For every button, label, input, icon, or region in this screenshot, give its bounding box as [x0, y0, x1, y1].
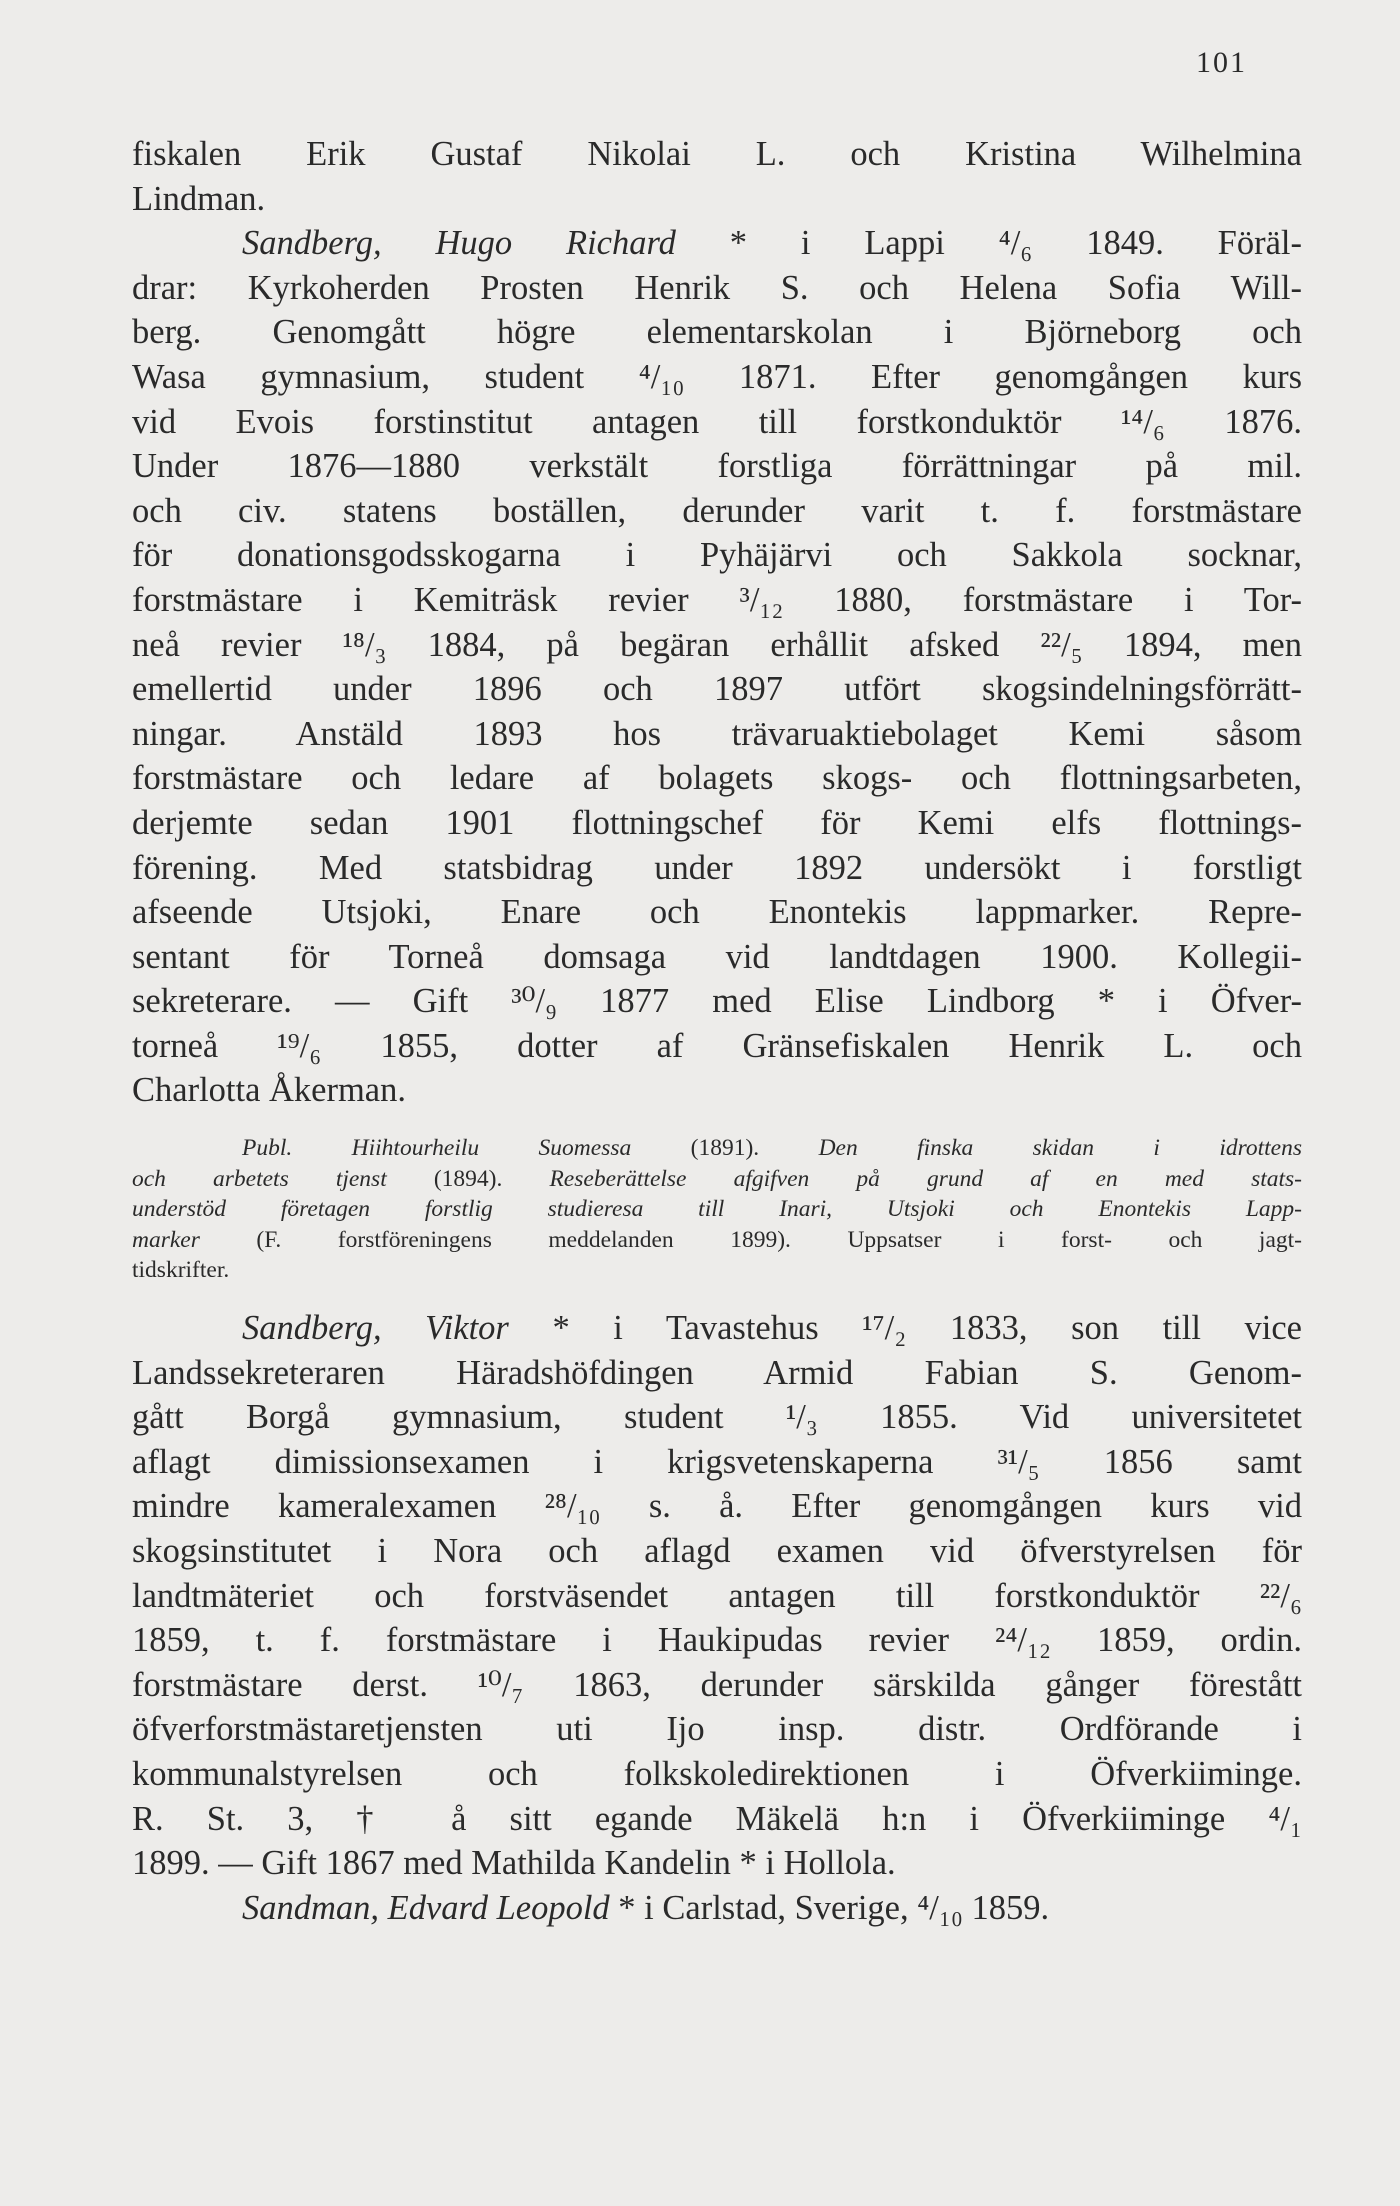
text-line: kommunalstyrelsen och folkskoledirektionen i Öfverkiiminge.	[132, 1754, 1302, 1793]
text-line: Lindman.	[132, 179, 266, 218]
page-number: 101	[1196, 46, 1247, 79]
text-line: öfverforstmästaretjensten uti Ijo insp. distr. Ordförande i	[132, 1710, 1302, 1749]
pub-title: Reseberättelse afgifven på grund af en med stats-	[549, 1165, 1302, 1192]
text-line: forstmästare i Kemiträsk revier ³/₁₂ 1880, forstmästare i Tor-	[132, 580, 1302, 619]
text-line: mindre kameralexamen ²⁸/₁₀ s. å. Efter genomgången kurs vid	[132, 1487, 1302, 1526]
text-line: forstmästare och ledare af bolagets skogs- och flottningsarbeten,	[132, 759, 1302, 798]
text-line: skogsinstitutet i Nora och aflagd examen vid öfverstyrelsen för	[132, 1532, 1302, 1570]
text-line: emellertid under 1896 och 1897 utfört skogsindelningsförrätt-	[132, 670, 1302, 709]
text-line: forstmästare derst. ¹⁰/₇ 1863, derunder särskilda gånger förestått	[132, 1665, 1302, 1704]
text-line: gått Borgå gymnasium, student ¹/₃ 1855. Vid universitetet	[132, 1398, 1302, 1437]
pub-text: (F. forstföreningens meddelanden 1899). Uppsatser i forst- och jagt-	[199, 1226, 1302, 1253]
pub-title: och arbetets tjenst	[132, 1165, 387, 1192]
text-line: Under 1876—1880 verkstält forstliga förrättningar på mil.	[132, 447, 1302, 486]
text-line: aflagt dimissionsexamen i krigsvetenskaperna ³¹/₅ 1856 samt	[132, 1442, 1302, 1481]
text-line: sentant för Torneå domsaga vid landtdagen 1900. Kollegii-	[132, 937, 1302, 976]
text-line: förening. Med statsbidrag under 1892 undersökt i forstligt	[132, 848, 1302, 887]
text-line: sekreterare. — Gift ³⁰/₉ 1877 med Elise Lindborg * i Öfver-	[132, 982, 1302, 1021]
entry-heading	[132, 1306, 1302, 1351]
text-line: och civ. statens boställen, derunder varit t. f. forstmästare	[132, 491, 1302, 530]
entry-text: * i Carlstad, Sverige, ⁴/₁₀ 1859.	[609, 1888, 1050, 1927]
pub-title: Den finska skidan i idrottens	[818, 1135, 1303, 1162]
text-line: drar: Kyrkoherden Prosten Henrik S. och Helena Sofia Will-	[132, 268, 1302, 307]
pub-text: tidskrifter.	[132, 1257, 230, 1284]
pub-text: (1894).	[386, 1165, 550, 1192]
pub-title: understöd företagen forstlig studieresa till Inari, Utsjoki och Enontekis Lapp-	[132, 1196, 1302, 1223]
publication-line	[132, 1225, 1302, 1256]
text-line: landtmäteriet och forstväsendet antagen till forstkonduktör ²²/₆	[132, 1576, 1302, 1615]
text-line: Landssekreteraren Häradshöfdingen Armid Fabian S. Genom-	[132, 1353, 1302, 1392]
entry-heading	[132, 221, 1302, 266]
text-line: derjemte sedan 1901 flottningschef för Kemi elfs flottnings-	[132, 803, 1302, 842]
publication-line	[132, 1133, 1302, 1164]
text-line: ningar. Anstäld 1893 hos trävaruaktiebolaget Kemi såsom	[132, 714, 1302, 753]
publication-line	[132, 1255, 1302, 1286]
pub-title: marker	[132, 1226, 200, 1253]
entry-text: * i Lappi ⁴/₆ 1849. Föräl-	[675, 224, 1302, 263]
entry-name: Sandman, Edvard Leopold	[242, 1888, 610, 1927]
text-line: R. St. 3, † å sitt egande Mäkelä h:n i Öfverkiiminge ⁴/₁	[132, 1799, 1302, 1838]
entry-heading	[132, 1886, 1302, 1931]
publication-line	[132, 1194, 1302, 1225]
text-line: vid Evois forstinstitut antagen till forstkonduktör ¹⁴/₆ 1876.	[132, 402, 1302, 441]
entry-name: Sandberg, Viktor	[242, 1309, 509, 1348]
text-line: 1899. — Gift 1867 med Mathilda Kandelin * i Hollola.	[132, 1844, 896, 1883]
text-line: neå revier ¹⁸/₃ 1884, på begäran erhållit afsked ²²/₅ 1894, men	[132, 625, 1302, 664]
entry-text: * i Tavastehus ¹⁷/₂ 1833, son till vice	[508, 1309, 1302, 1348]
text-line: berg. Genomgått högre elementarskolan i Björneborg och	[132, 313, 1302, 352]
pub-title: Publ. Hiihtourheilu Suomessa	[242, 1135, 632, 1162]
entry-name: Sandberg, Hugo Richard	[242, 224, 676, 263]
text-line: torneå ¹⁹/₆ 1855, dotter af Gränsefiskalen Henrik L. och	[132, 1026, 1302, 1065]
text-line: fiskalen Erik Gustaf Nikolai L. och Kristina Wilhelmina	[132, 135, 1302, 173]
text-line: Charlotta Åkerman.	[132, 1071, 406, 1110]
text-line: för donationsgodsskogarna i Pyhäjärvi och Sakkola socknar,	[132, 536, 1302, 575]
text-line: Wasa gymnasium, student ⁴/₁₀ 1871. Efter genomgången kurs	[132, 357, 1302, 396]
text-line: afseende Utsjoki, Enare och Enontekis lappmarker. Repre-	[132, 893, 1302, 932]
biography-text	[132, 132, 1302, 1930]
text-line: 1859, t. f. forstmästare i Haukipudas revier ²⁴/₁₂ 1859, ordin.	[132, 1621, 1302, 1660]
publication-line	[132, 1164, 1302, 1195]
pub-text: (1891).	[631, 1135, 819, 1162]
